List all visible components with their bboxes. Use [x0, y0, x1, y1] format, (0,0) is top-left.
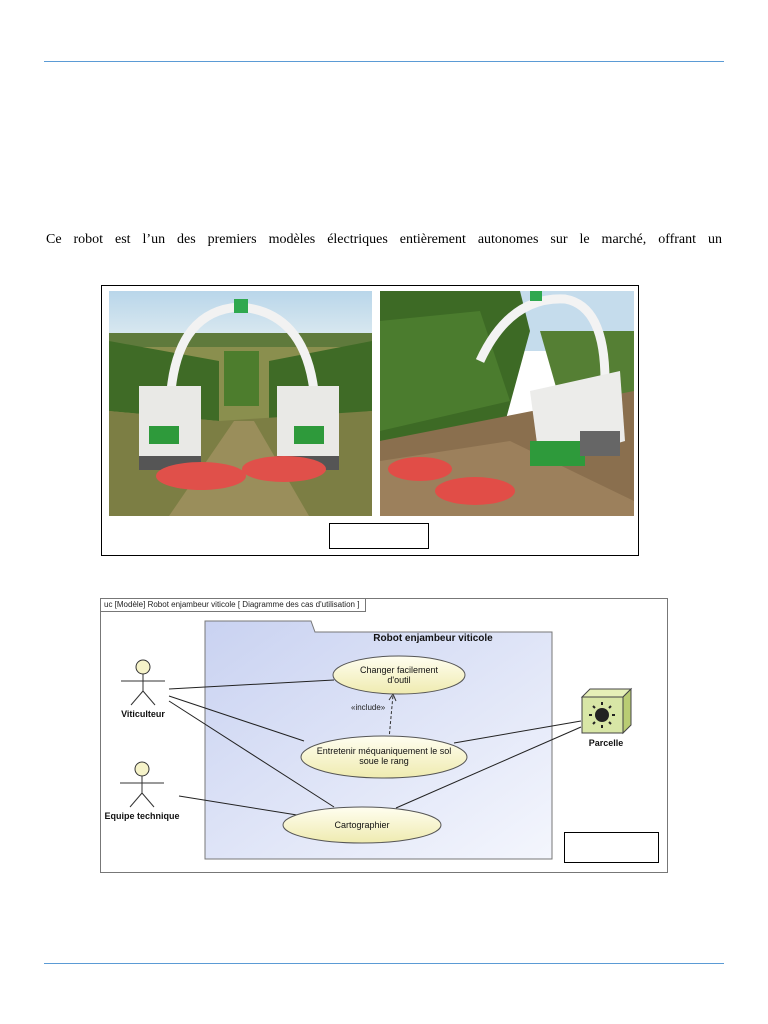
body-paragraph: Ce robot est l’un des premiers modèles électriques entièrement autonomes sur le marché, offrant un	[46, 232, 722, 247]
footer-rule	[44, 963, 724, 964]
diagram-caption-box	[564, 832, 659, 863]
actor-label-equipe-technique: Equipe technique	[104, 811, 180, 821]
photo-caption-box	[329, 523, 429, 549]
diagram-header: uc [Modèle] Robot enjambeur viticole [ Diagramme des cas d'utilisation ]	[101, 599, 366, 612]
usecase-label-entretenir-sol: Entretenir méquaniquement le sol soue le rang	[316, 746, 452, 766]
photo-figure	[101, 285, 639, 556]
robot-photo-side	[380, 291, 634, 516]
usecase-label-cartographier: Cartographier	[334, 820, 390, 830]
actor-label-parcelle: Parcelle	[588, 738, 624, 748]
system-title: Robot enjambeur viticole	[373, 633, 493, 644]
include-label: «include»	[351, 703, 386, 712]
actor-label-viticulteur: Viticulteur	[121, 709, 165, 719]
usecase-label-changer-outil: Changer facilement d'outil	[359, 665, 439, 685]
actor-viticulteur	[121, 660, 165, 705]
header-rule	[44, 61, 724, 62]
use-case-diagram	[100, 598, 668, 873]
robot-photo-front	[109, 291, 372, 516]
actor-parcelle-node	[582, 689, 631, 733]
actor-equipe-technique	[120, 762, 164, 807]
